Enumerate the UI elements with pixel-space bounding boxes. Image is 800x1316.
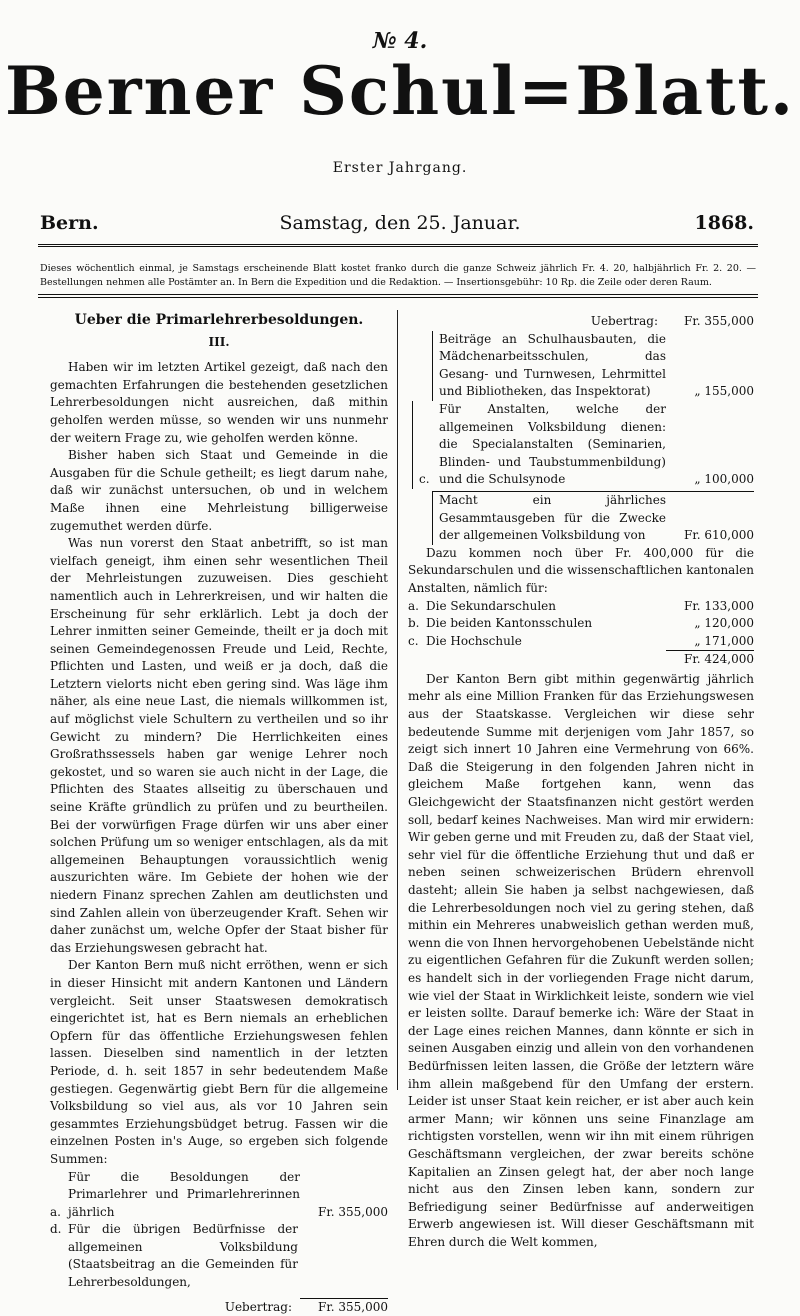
expense-item (432, 331, 754, 401)
paragraph: Der Kanton Bern muß nicht erröthen, wenn er sich in dieser Hinsicht mit andern Kantonen und Ländern vergleicht. Seit unser Staatswesen demokratisch eingerichtet ist, hat es Bern niemals an erheblichen Opfern für das öffentliche Erziehungswesen fehlen lassen. Dieselben sind namentlich in der letzten Periode, d. h. seit 1857 in sehr bedeutendem Maße gestiegen. Gegenwärtig giebt Bern für die allgemeine Volksbildung so viel aus, als vor 10 Jahren sein gesammtes Erziehungsbüdget betrug. Fassen wir die einzelnen Posten in's Auge, so ergeben sich folgende Summen: (50, 958, 388, 1166)
item-amount: „ 120,000 (694, 616, 754, 631)
item-text: Für die übrigen Bedürfnisse der allgemeinen Volksbildung (Staatsbeitrag an die Gemeinden für Lehrerbesoldungen, (68, 1222, 298, 1290)
left-column (50, 312, 388, 1316)
secondary-item (408, 615, 754, 633)
item-mark: c. (419, 472, 430, 487)
newspaper-title: Berner Schul=Blatt. (4, 52, 796, 130)
paragraph: Haben wir im letzten Artikel gezeigt, daß nach den gemachten Erfahrungen die bestehenden gesetzlichen Lehrerbesoldungen nicht ausreichen, daß mithin geholfen werden müsse, so wenden wir uns nunmehr der weitern Frage zu, wie geholfen werden könne. (50, 360, 388, 445)
secondary-item (408, 598, 754, 616)
item-mark: a. (50, 1204, 61, 1219)
volume-label: Erster Jahrgang. (332, 160, 468, 176)
item-text: Die Sekundarschulen (426, 598, 557, 613)
right-column (408, 313, 754, 1251)
issue-number: № 4. (372, 28, 428, 54)
item-text: Für Anstalten, welche der allgemeinen Volksbildung dienen: die Specialanstalten (Seminarien, Blinden- und Taubstummenbildung) und die Schulsynode (439, 401, 666, 487)
item-mark: d. (50, 1222, 62, 1237)
item-amount: Fr. 355,000 (318, 1204, 388, 1219)
item-amount: „ 100,000 (694, 472, 754, 487)
expense-item (50, 1169, 388, 1222)
item-mark: c. (408, 633, 419, 648)
carry-amount: Fr. 355,000 (684, 314, 754, 328)
total-amount: Fr. 610,000 (684, 528, 754, 543)
item-text: Die beiden Kantonsschulen (426, 616, 593, 631)
carry-row (408, 313, 754, 331)
carry-row (50, 1298, 388, 1316)
secondary-item (408, 633, 754, 651)
item-mark: a. (408, 598, 419, 613)
carry-label: Uebertrag: (590, 314, 658, 328)
issue-date: Samstag, den 25. Januar. (279, 212, 521, 234)
expense-item (412, 401, 754, 489)
rule-mid-2 (38, 297, 758, 298)
subscription-notice: Dieses wöchentlich einmal, je Samstags erscheinende Blatt kostet franko durch die ganze Schweiz jährlich Fr. 4. 20, halbjährlich Fr. 2. 20. — Bestellungen nehmen alle Postämter an. In Bern die Expedition und die Redaktion. — Insertionsgebühr: 10 Rp. die Zeile oder deren Raum. (40, 263, 756, 288)
rule-top (38, 244, 758, 245)
paragraph: Der Kanton Bern gibt mithin gegenwärtig jährlich mehr als eine Million Franken für das Erziehungswesen aus der Staatskasse. Vergleichen wir diese sehr bedeutende Summe mit derjenigen vom Jahr 1857, so zeigt sich innert 10 Jahren eine Vermehrung von 66%. Daß die Steigerung in den folgenden Jahren nicht in gleichem Maße fortgehen kann, wenn das Gleichgewicht der Staatsfinanzen nicht gestört werden soll, bedarf keines Nachweises. Man wird mir erwidern: Wir geben gerne und mit Freuden zu, daß der Staat viel, sehr viel für die öffentliche Erziehung thut und daß er neben seinen schweizerischen Brüdern ehrenvoll dasteht; allein Sie haben ja selbst nachgewiesen, daß die Lehrerbesoldungen noch viel zu gering stehen, daß mithin ein Mehreres unabweislich gethan werden muß, wenn die von Ihnen hervorgehobenen Uebelstände nicht zu eigentlichen Gefahren für die Zukunft werden sollen; es handelt sich in der vorliegenden Frage nicht darum, wie viel der Staat in Wirklichkeit leiste, sondern wie viel er leisten sollte. Darauf bemerke ich: Wäre der Staat in der Lage eines reichen Mannes, dann könnte er sich in seinen Ausgaben einzig und allein von den vorhandenen Bedürfnissen leiten lassen, die Größe der letztern wäre ihm allein maßgebend für den Umfang der erstern. Leider ist unser Staat kein reicher, er ist aber auch kein armer Mann; wir können uns seine Finanzlage am richtigsten vorstellen, wenn wir ihn mit einem rührigen Geschäftsmann vergleichen, der zwar bereits schöne Kapitalien an Zinsen gelegt hat, der aber noch lange nicht aus den Zinsen leben kann, sondern zur Befriedigung seiner Bedürfnisse auf anderweitigen Erwerb angewiesen ist. Will dieser Geschäftsmann mit Ehren durch die Welt kommen, (408, 671, 754, 1249)
item-text: Beiträge an Schulhausbauten, die Mädchenarbeitsschulen, das Gesang- und Turnwesen, Lehrmittel und Bibliotheken, das Inspektorat) (439, 331, 666, 399)
secondary-total-row (408, 650, 754, 669)
carry-label: Uebertrag: (224, 1299, 292, 1314)
paragraph: Dazu kommen noch über Fr. 400,000 für die Sekundarschulen und die wissenschaftlichen kantonalen Anstalten, nämlich für: (408, 545, 754, 595)
rule-top-2 (38, 246, 758, 247)
item-amount: „ 171,000 (694, 633, 754, 648)
secondary-total: Fr. 424,000 (666, 650, 754, 669)
rule-mid (38, 294, 758, 295)
item-text: Für die Besoldungen der Primarlehrer und Primarlehrerinnen jährlich (68, 1169, 300, 1219)
item-mark: b. (408, 616, 420, 631)
article-title: Ueber die Primarlehrerbesoldungen. (74, 312, 364, 328)
expense-item (50, 1221, 388, 1291)
paragraph: Was nun vorerst den Staat anbetrifft, so ist man vielfach geneigt, ihm einen sehr wesentlichen Theil der Mehrleistungen zuzuweisen. Dies geschieht namentlich auch in Lehrerkreisen, und wir halten die Erscheinung für sehr erklärlich. Lebt ja doch der Lehrer inmitten seiner Gemeinde, theilt er ja doch mit seinen Gemeindegenossen Freude und Leid, Rechte, Pflichten und Lasten, und weiß er ja doch, daß die Letztern vielorts nicht eben gering sind. Was läge ihm näher, als eine neue Last, die niemals willkommen ist, auf möglichst viele Schultern zu vertheilen und so ihr Gewicht zu mindern? Die Herrlichkeiten eines Großrathssessels haben gar wenige Lehrer noch gekostet, und so waren sie auch nicht in der Lage, die Pflichten des Staates allseitig zu überschauen und seine Kräfte gründlich zu prüfen und zu beurtheilen. Bei der vorwürfigen Frage dürfen wir uns aber einer solchen Prüfung um so weniger entschlagen, als da mit allgemeinen Behauptungen voraussichtlich wenig auszurichten wäre. Im Gebiete der hohen wie der niedern Finanz sprechen Zahlen am deutlichsten und sind Zahlen allein von überzeugender Kraft. Sehen wir daher zunächst um, welche Opfer der Staat bisher für das Erziehungswesen gebracht hat. (50, 536, 388, 955)
column-divider (397, 310, 398, 1090)
item-amount: Fr. 133,000 (684, 598, 754, 613)
item-amount: „ 155,000 (694, 384, 754, 399)
section-number: III. (208, 334, 230, 349)
carry-amount: Fr. 355,000 (300, 1298, 388, 1316)
issue-year: 1868. (694, 212, 754, 234)
total-text: Macht ein jährliches Gesammtausgeben für die Zwecke der allgemeinen Volksbildung von (439, 492, 666, 543)
place: Bern. (40, 212, 99, 234)
paragraph: Bisher haben sich Staat und Gemeinde in die Ausgaben für die Schule getheilt; es liegt darum nahe, daß wir zunächst untersuchen, ob und in welchem Maße ihnen eine Mehrleistung billigerweise zugemuthet werden dürfe. (50, 448, 388, 533)
item-text: Die Hochschule (426, 633, 522, 648)
total-row (432, 491, 754, 545)
